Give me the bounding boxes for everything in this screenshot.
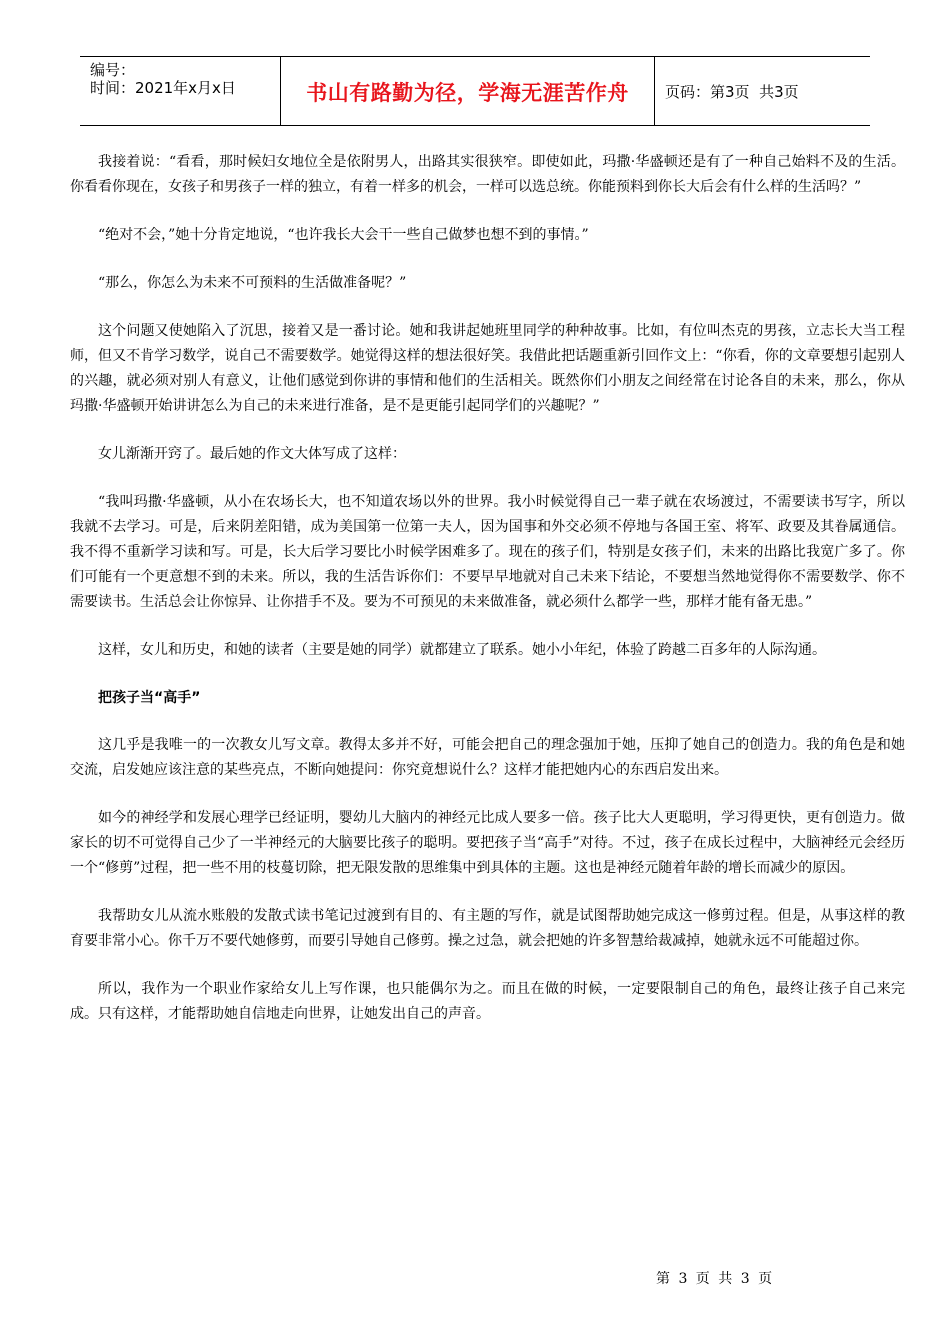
header-table bbox=[80, 56, 870, 126]
body-paragraph: 女儿渐渐开窍了。最后她的作文大体写成了这样： bbox=[98, 446, 406, 462]
document-body bbox=[70, 150, 905, 1050]
document-number-label: 编号： bbox=[90, 61, 136, 79]
body-paragraph: “那么，你怎么为未来不可预料的生活做准备呢？” bbox=[98, 275, 407, 291]
document-date-label: 时间：2021年x月x日 bbox=[90, 79, 236, 97]
body-paragraph: 如今的神经学和发展心理学已经证明，婴幼儿大脑内的神经元比成人要多一倍。孩子比大人更聪明，学习得更快，更有创造力。做家长的切不可觉得自己少了一半神经元的大脑要比孩子的聪明。要把孩子当“高手”对待。不过，孩子在成长过程中，大脑神经元会经历一个“修剪”过程，把一些不用的枝蔓切除，把无限发散的思维集中到具体的主题。这也是神经元随着年龄的增长而减少的原因。 bbox=[70, 810, 905, 876]
header-meta-cell bbox=[80, 57, 281, 125]
body-paragraph: 我帮助女儿从流水账般的发散式读书笔记过渡到有目的、有主题的写作，就是试图帮助她完成这一修剪过程。但是，从事这样的教育要非常小心。你千万不要代她修剪，而要引导她自己修剪。操之过急，就会把她的许多智慧给裁减掉，她就永远不可能超过你。 bbox=[70, 908, 905, 949]
body-paragraph: 这样，女儿和历史，和她的读者（主要是她的同学）就都建立了联系。她小小年纪，体验了跨越二百多年的人际沟通。 bbox=[98, 642, 826, 658]
body-paragraph: 这几乎是我唯一的一次教女儿写文章。教得太多并不好，可能会把自己的理念强加于她，压抑了她自己的创造力。我的角色是和她交流，启发她应该注意的某些亮点，不断向她提问：你究竟想说什么？这样才能把她内心的东西启发出来。 bbox=[70, 737, 905, 778]
body-paragraph: “绝对不会，”她十分肯定地说，“也许我长大会干一些自己做梦也想不到的事情。” bbox=[98, 227, 589, 243]
body-paragraph: 所以，我作为一个职业作家给女儿上写作课，也只能偶尔为之。而且在做的时候，一定要限制自己的角色，最终让孩子自己来完成。只有这样，才能帮助她自信地走向世界，让她发出自己的声音。 bbox=[70, 981, 905, 1022]
page-footer: 第 3 页 共 3 页 bbox=[656, 1271, 775, 1287]
body-paragraph: 这个问题又使她陷入了沉思，接着又是一番讨论。她和我讲起她班里同学的种种故事。比如，有位叫杰克的男孩，立志长大当工程师，但又不肯学习数学，说自己不需要数学。她觉得这样的想法很好笑。我借此把话题重新引回作文上：“你看，你的文章要想引起别人的兴趣，就必须对别人有意义，让他们感觉到你讲的事情和他们的生活相关。既然你们小朋友之间经常在讨论各自的未来，那么，你从玛撒·华盛顿开始讲讲怎么为自己的未来进行准备，是不是更能引起同学们的兴趣呢？” bbox=[70, 323, 905, 414]
header-motto: 书山有路勤为径，学海无涯苦作舟 bbox=[306, 81, 629, 105]
body-paragraph: 我接着说：“看看，那时候妇女地位全是依附男人，出路其实很狭窄。即使如此，玛撒·华盛顿还是有了一种自己始料不及的生活。你看看你现在，女孩子和男孩子一样的独立，有着一样多的机会，一样可以选总统。你能预料到你长大后会有什么样的生活吗？” bbox=[70, 154, 905, 195]
header-motto-cell bbox=[281, 57, 655, 125]
header-page-cell bbox=[655, 57, 870, 125]
section-heading: 把孩子当“高手” bbox=[98, 690, 201, 706]
header-page-info: 页码：第3页 共3页 bbox=[665, 82, 799, 101]
body-paragraph: “我叫玛撒·华盛顿，从小在农场长大，也不知道农场以外的世界。我小时候觉得自己一辈子就在农场渡过，不需要读书写字，所以我就不去学习。可是，后来阴差阳错，成为美国第一位第一夫人，因为国事和外交必须不停地与各国王室、将军、政要及其眷属通信。我不得不重新学习读和写。可是，长大后学习要比小时候学困难多了。现在的孩子们，特别是女孩子们，未来的出路比我宽广多了。你们可能有一个更意想不到的未来。所以，我的生活告诉你们：不要早早地就对自己未来下结论，不要想当然地觉得你不需要数学、你不需要读书。生活总会让你惊异、让你措手不及。要为不可预见的未来做准备，就必须什么都学一些，那样才能有备无患。” bbox=[70, 494, 905, 610]
